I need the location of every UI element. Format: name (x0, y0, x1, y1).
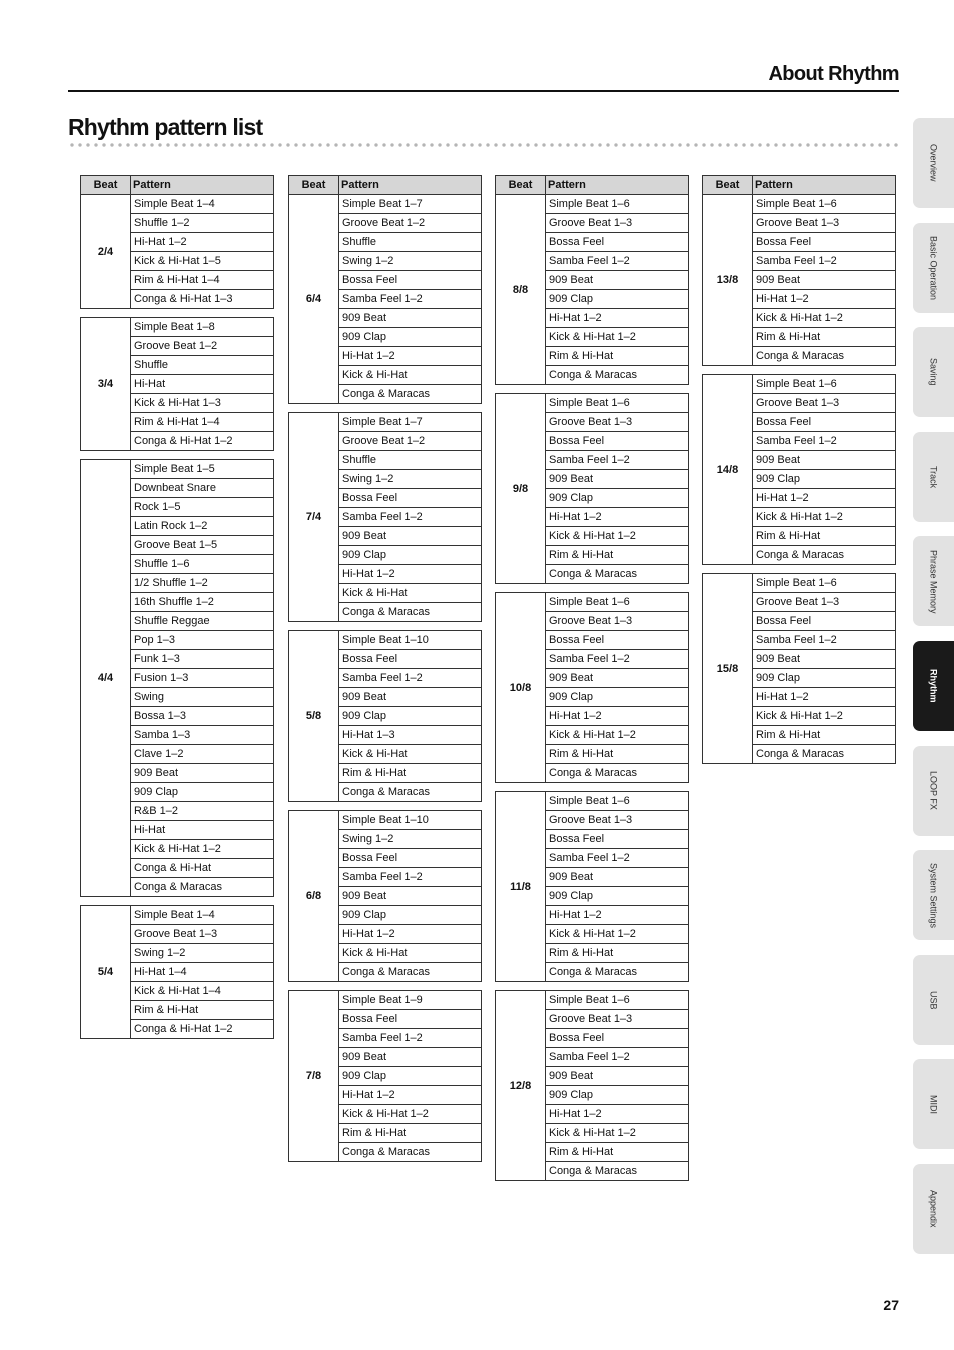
pattern-cell: Rim & Hi-Hat (339, 1124, 482, 1143)
table-row (81, 318, 274, 337)
pattern-cell: Samba 1–3 (131, 726, 274, 745)
pattern-cell: Hi-Hat 1–2 (546, 508, 689, 527)
side-tab-phrase-memory[interactable] (913, 536, 954, 626)
pattern-cell: 909 Beat (131, 764, 274, 783)
pattern-cell: Kick & Hi-Hat 1–2 (546, 726, 689, 745)
side-tab-appendix[interactable] (913, 1164, 954, 1254)
pattern-cell: Simple Beat 1–10 (339, 811, 482, 830)
pattern-cell: Samba Feel 1–2 (753, 631, 896, 650)
pattern-cell: Kick & Hi-Hat 1–2 (753, 707, 896, 726)
pattern-cell: Conga & Maracas (546, 1162, 689, 1181)
table-header-row (289, 176, 482, 195)
table-row (496, 991, 689, 1010)
pattern-cell: 909 Beat (339, 887, 482, 906)
beat-cell: 13/8 (703, 195, 753, 366)
pattern-cell: Groove Beat 1–3 (753, 214, 896, 233)
table-header-row (703, 176, 896, 195)
pattern-cell: Kick & Hi-Hat (339, 366, 482, 385)
side-tab-system-settings[interactable] (913, 850, 954, 940)
pattern-cell: 909 Beat (546, 470, 689, 489)
pattern-cell: Rim & Hi-Hat (339, 764, 482, 783)
beat-cell: 5/4 (81, 906, 131, 1039)
pattern-cell: Bossa Feel (546, 233, 689, 252)
pattern-cell: 909 Clap (546, 887, 689, 906)
table-row (289, 811, 482, 830)
side-tab-label: Saving (928, 358, 939, 386)
pattern-cell: Bossa Feel (753, 413, 896, 432)
pattern-cell: 909 Clap (339, 546, 482, 565)
pattern-cell: Bossa Feel (546, 1029, 689, 1048)
pattern-cell: Rim & Hi-Hat (131, 1001, 274, 1020)
side-tab-label: Phrase Memory (928, 549, 939, 614)
table-row (289, 631, 482, 650)
table-row (289, 991, 482, 1010)
pattern-cell: Rim & Hi-Hat (546, 347, 689, 366)
pattern-cell: Swing 1–2 (131, 944, 274, 963)
side-tab-overview[interactable] (913, 118, 954, 208)
pattern-cell: Bossa Feel (339, 849, 482, 868)
pattern-cell: Shuffle Reggae (131, 612, 274, 631)
pattern-cell: 909 Beat (753, 650, 896, 669)
side-tab-label: USB (928, 990, 939, 1010)
page-number: 27 (883, 1297, 899, 1313)
pattern-cell: Rim & Hi-Hat (753, 328, 896, 347)
pattern-cell: Clave 1–2 (131, 745, 274, 764)
pattern-cell: 909 Clap (546, 290, 689, 309)
pattern-column-header: Pattern (753, 176, 896, 195)
pattern-cell: Simple Beat 1–9 (339, 991, 482, 1010)
pattern-cell: Groove Beat 1–3 (131, 925, 274, 944)
section-title: About Rhythm (768, 63, 899, 85)
pattern-cell: Simple Beat 1–6 (753, 574, 896, 593)
pattern-cell: Hi-Hat 1–2 (753, 489, 896, 508)
pattern-cell: Groove Beat 1–3 (753, 394, 896, 413)
side-tab-rhythm[interactable] (913, 641, 954, 731)
pattern-cell: Rim & Hi-Hat (546, 546, 689, 565)
pattern-cell: Samba Feel 1–2 (339, 508, 482, 527)
pattern-cell: 909 Clap (339, 1067, 482, 1086)
table-column-1 (80, 175, 274, 1039)
pattern-column-header: Pattern (546, 176, 689, 195)
pattern-cell: Pop 1–3 (131, 631, 274, 650)
pattern-cell: Hi-Hat 1–3 (339, 726, 482, 745)
pattern-cell: Bossa Feel (339, 271, 482, 290)
header-rule (68, 90, 899, 92)
pattern-cell: Simple Beat 1–4 (131, 906, 274, 925)
pattern-cell: Conga & Maracas (339, 385, 482, 404)
pattern-cell: 909 Beat (546, 669, 689, 688)
pattern-cell: Rim & Hi-Hat (546, 944, 689, 963)
pattern-cell: Swing 1–2 (339, 252, 482, 271)
dotted-divider (68, 143, 899, 147)
pattern-cell: Conga & Maracas (339, 963, 482, 982)
pattern-cell: Hi-Hat 1–2 (339, 347, 482, 366)
pattern-cell: Hi-Hat 1–2 (546, 906, 689, 925)
pattern-cell: 909 Clap (131, 783, 274, 802)
pattern-cell: Conga & Hi-Hat 1–2 (131, 1020, 274, 1039)
pattern-cell: Simple Beat 1–8 (131, 318, 274, 337)
beat-cell: 14/8 (703, 375, 753, 565)
beat-cell: 2/4 (81, 195, 131, 309)
pattern-cell: Funk 1–3 (131, 650, 274, 669)
pattern-cell: Samba Feel 1–2 (546, 252, 689, 271)
pattern-cell: Conga & Maracas (131, 878, 274, 897)
table-row (496, 394, 689, 413)
pattern-cell: Groove Beat 1–3 (546, 811, 689, 830)
pattern-cell: Groove Beat 1–3 (546, 1010, 689, 1029)
pattern-cell: Samba Feel 1–2 (546, 849, 689, 868)
beat-cell: 7/4 (289, 413, 339, 622)
table-header-row (81, 176, 274, 195)
group-separator (496, 982, 689, 991)
table-column-3 (495, 175, 689, 1181)
pattern-cell: Simple Beat 1–4 (131, 195, 274, 214)
beat-cell: 10/8 (496, 593, 546, 783)
group-separator (703, 366, 896, 375)
table-row (703, 195, 896, 214)
pattern-cell: Kick & Hi-Hat (339, 944, 482, 963)
group-separator (496, 783, 689, 792)
pattern-cell: Hi-Hat 1–2 (753, 290, 896, 309)
pattern-cell: Conga & Maracas (546, 764, 689, 783)
pattern-cell: 909 Beat (546, 868, 689, 887)
pattern-cell: Groove Beat 1–2 (131, 337, 274, 356)
pattern-cell: Kick & Hi-Hat 1–2 (753, 508, 896, 527)
pattern-cell: 909 Beat (339, 527, 482, 546)
pattern-cell: Conga & Maracas (339, 783, 482, 802)
pattern-cell: Conga & Hi-Hat 1–3 (131, 290, 274, 309)
pattern-cell: Conga & Maracas (546, 565, 689, 584)
pattern-cell: Rim & Hi-Hat 1–4 (131, 413, 274, 432)
pattern-cell: Simple Beat 1–6 (546, 792, 689, 811)
pattern-cell: Samba Feel 1–2 (546, 451, 689, 470)
side-tab-usb[interactable] (913, 955, 954, 1045)
table-row (703, 574, 896, 593)
group-separator (289, 622, 482, 631)
pattern-cell: 909 Clap (339, 328, 482, 347)
pattern-cell: Bossa 1–3 (131, 707, 274, 726)
table-column-4 (702, 175, 896, 764)
pattern-cell: Rock 1–5 (131, 498, 274, 517)
pattern-cell: Shuffle (339, 233, 482, 252)
pattern-cell: Conga & Maracas (546, 366, 689, 385)
pattern-cell: Bossa Feel (339, 489, 482, 508)
rhythm-pattern-table (80, 175, 274, 1039)
pattern-cell: Samba Feel 1–2 (339, 669, 482, 688)
pattern-cell: Samba Feel 1–2 (339, 868, 482, 887)
pattern-cell: Simple Beat 1–6 (546, 394, 689, 413)
pattern-column-header: Pattern (131, 176, 274, 195)
beat-cell: 6/4 (289, 195, 339, 404)
side-tab-midi[interactable] (913, 1059, 954, 1149)
pattern-cell: 909 Clap (753, 470, 896, 489)
pattern-cell: Groove Beat 1–2 (339, 432, 482, 451)
pattern-cell: R&B 1–2 (131, 802, 274, 821)
table-row (81, 460, 274, 479)
side-tab-label: Basic Operation (928, 235, 939, 300)
pattern-cell: Samba Feel 1–2 (546, 650, 689, 669)
rhythm-pattern-table (288, 175, 482, 1162)
pattern-cell: Rim & Hi-Hat (753, 527, 896, 546)
group-separator (289, 802, 482, 811)
pattern-cell: Shuffle (131, 356, 274, 375)
pattern-cell: Bossa Feel (339, 650, 482, 669)
pattern-cell: Samba Feel 1–2 (339, 1029, 482, 1048)
pattern-cell: 909 Clap (546, 489, 689, 508)
table-row (703, 375, 896, 394)
pattern-cell: Bossa Feel (546, 631, 689, 650)
pattern-cell: Hi-Hat (131, 821, 274, 840)
table-header-row (496, 176, 689, 195)
pattern-cell: Hi-Hat 1–2 (546, 1105, 689, 1124)
beat-column-header: Beat (496, 176, 546, 195)
pattern-cell: Kick & Hi-Hat 1–2 (546, 1124, 689, 1143)
pattern-cell: Rim & Hi-Hat 1–4 (131, 271, 274, 290)
beat-column-header: Beat (81, 176, 131, 195)
pattern-cell: 1/2 Shuffle 1–2 (131, 574, 274, 593)
pattern-cell: Groove Beat 1–3 (753, 593, 896, 612)
pattern-cell: Bossa Feel (546, 432, 689, 451)
pattern-cell: Groove Beat 1–2 (339, 214, 482, 233)
pattern-cell: Hi-Hat 1–2 (339, 925, 482, 944)
side-tab-label: MIDI (928, 1094, 939, 1114)
pattern-cell: Rim & Hi-Hat (546, 745, 689, 764)
group-separator (496, 385, 689, 394)
pattern-cell: Simple Beat 1–6 (753, 375, 896, 394)
pattern-cell: 16th Shuffle 1–2 (131, 593, 274, 612)
pattern-cell: Simple Beat 1–10 (339, 631, 482, 650)
beat-cell: 11/8 (496, 792, 546, 982)
pattern-cell: Hi-Hat 1–2 (131, 233, 274, 252)
pattern-cell: Hi-Hat 1–2 (546, 309, 689, 328)
side-tab-loop-fx[interactable] (913, 746, 954, 836)
pattern-cell: Groove Beat 1–3 (546, 214, 689, 233)
pattern-cell: Shuffle 1–2 (131, 214, 274, 233)
group-separator (703, 565, 896, 574)
pattern-cell: Kick & Hi-Hat (339, 584, 482, 603)
pattern-cell: Simple Beat 1–7 (339, 195, 482, 214)
pattern-cell: Rim & Hi-Hat (753, 726, 896, 745)
table-row (289, 195, 482, 214)
pattern-cell: 909 Clap (339, 707, 482, 726)
side-tab-track[interactable] (913, 432, 954, 522)
pattern-cell: Kick & Hi-Hat 1–2 (546, 328, 689, 347)
pattern-cell: Conga & Hi-Hat 1–2 (131, 432, 274, 451)
side-tab-label: LOOP FX (928, 771, 939, 811)
beat-cell: 3/4 (81, 318, 131, 451)
pattern-cell: Simple Beat 1–7 (339, 413, 482, 432)
pattern-cell: 909 Beat (753, 451, 896, 470)
table-row (496, 195, 689, 214)
beat-cell: 5/8 (289, 631, 339, 802)
pattern-cell: Conga & Maracas (339, 603, 482, 622)
pattern-cell: Kick & Hi-Hat 1–2 (546, 527, 689, 546)
pattern-cell: Hi-Hat 1–2 (339, 1086, 482, 1105)
table-row (81, 195, 274, 214)
beat-cell: 15/8 (703, 574, 753, 764)
pattern-cell: 909 Beat (546, 1067, 689, 1086)
side-tab-label: System Settings (928, 862, 939, 928)
pattern-cell: 909 Clap (753, 669, 896, 688)
pattern-cell: Kick & Hi-Hat 1–2 (131, 840, 274, 859)
pattern-cell: Kick & Hi-Hat 1–2 (753, 309, 896, 328)
pattern-cell: 909 Clap (339, 906, 482, 925)
side-tab-label: Rhythm (928, 669, 939, 703)
pattern-cell: Conga & Maracas (546, 963, 689, 982)
beat-cell: 7/8 (289, 991, 339, 1162)
pattern-cell: Bossa Feel (753, 612, 896, 631)
pattern-cell: Bossa Feel (546, 830, 689, 849)
group-separator (496, 584, 689, 593)
beat-cell: 9/8 (496, 394, 546, 584)
group-separator (81, 897, 274, 906)
pattern-cell: Hi-Hat 1–4 (131, 963, 274, 982)
pattern-cell: Kick & Hi-Hat 1–5 (131, 252, 274, 271)
group-separator (81, 309, 274, 318)
pattern-cell: Kick & Hi-Hat 1–3 (131, 394, 274, 413)
pattern-cell: Simple Beat 1–6 (753, 195, 896, 214)
pattern-cell: Bossa Feel (753, 233, 896, 252)
pattern-cell: Swing (131, 688, 274, 707)
pattern-cell: 909 Beat (339, 688, 482, 707)
pattern-cell: Kick & Hi-Hat 1–4 (131, 982, 274, 1001)
beat-column-header: Beat (289, 176, 339, 195)
beat-cell: 8/8 (496, 195, 546, 385)
rhythm-pattern-table (702, 175, 896, 764)
pattern-cell: 909 Clap (546, 1086, 689, 1105)
pattern-cell: Conga & Maracas (753, 745, 896, 764)
beat-cell: 12/8 (496, 991, 546, 1181)
pattern-cell: Kick & Hi-Hat (339, 745, 482, 764)
pattern-cell: Simple Beat 1–6 (546, 195, 689, 214)
pattern-cell: Samba Feel 1–2 (753, 252, 896, 271)
pattern-cell: Kick & Hi-Hat 1–2 (546, 925, 689, 944)
pattern-cell: Kick & Hi-Hat 1–2 (339, 1105, 482, 1124)
pattern-cell: Shuffle 1–6 (131, 555, 274, 574)
side-tab-basic-operation[interactable] (913, 223, 954, 313)
side-tab-label: Overview (928, 144, 939, 182)
pattern-cell: Fusion 1–3 (131, 669, 274, 688)
pattern-cell: Latin Rock 1–2 (131, 517, 274, 536)
pattern-cell: Swing 1–2 (339, 470, 482, 489)
pattern-cell: Conga & Maracas (339, 1143, 482, 1162)
pattern-cell: 909 Beat (339, 1048, 482, 1067)
beat-cell: 6/8 (289, 811, 339, 982)
pattern-cell: Swing 1–2 (339, 830, 482, 849)
pattern-cell: 909 Beat (546, 271, 689, 290)
group-separator (289, 404, 482, 413)
pattern-cell: Hi-Hat 1–2 (546, 707, 689, 726)
rhythm-pattern-table (495, 175, 689, 1181)
table-row (496, 593, 689, 612)
pattern-cell: Conga & Hi-Hat (131, 859, 274, 878)
table-row (496, 792, 689, 811)
table-column-2 (288, 175, 482, 1162)
pattern-cell: Samba Feel 1–2 (339, 290, 482, 309)
pattern-cell: Simple Beat 1–5 (131, 460, 274, 479)
side-tab-label: Appendix (928, 1190, 939, 1228)
pattern-cell: Conga & Maracas (753, 347, 896, 366)
group-separator (289, 982, 482, 991)
pattern-cell: Rim & Hi-Hat (546, 1143, 689, 1162)
pattern-cell: Shuffle (339, 451, 482, 470)
beat-cell: 4/4 (81, 460, 131, 897)
pattern-cell: Samba Feel 1–2 (753, 432, 896, 451)
table-row (81, 906, 274, 925)
pattern-cell: Simple Beat 1–6 (546, 593, 689, 612)
pattern-cell: Hi-Hat 1–2 (339, 565, 482, 584)
side-tab-label: Track (928, 465, 939, 488)
pattern-cell: 909 Beat (753, 271, 896, 290)
page-title: Rhythm pattern list (68, 114, 263, 140)
side-tab-saving[interactable] (913, 327, 954, 417)
table-row (289, 413, 482, 432)
beat-column-header: Beat (703, 176, 753, 195)
pattern-cell: 909 Beat (339, 309, 482, 328)
pattern-cell: Conga & Maracas (753, 546, 896, 565)
pattern-cell: Groove Beat 1–5 (131, 536, 274, 555)
pattern-cell: Hi-Hat (131, 375, 274, 394)
pattern-cell: Bossa Feel (339, 1010, 482, 1029)
pattern-column-header: Pattern (339, 176, 482, 195)
pattern-cell: Samba Feel 1–2 (546, 1048, 689, 1067)
pattern-cell: Groove Beat 1–3 (546, 413, 689, 432)
pattern-cell: Simple Beat 1–6 (546, 991, 689, 1010)
pattern-cell: Hi-Hat 1–2 (753, 688, 896, 707)
pattern-cell: Groove Beat 1–3 (546, 612, 689, 631)
pattern-cell: Downbeat Snare (131, 479, 274, 498)
group-separator (81, 451, 274, 460)
pattern-cell: 909 Clap (546, 688, 689, 707)
